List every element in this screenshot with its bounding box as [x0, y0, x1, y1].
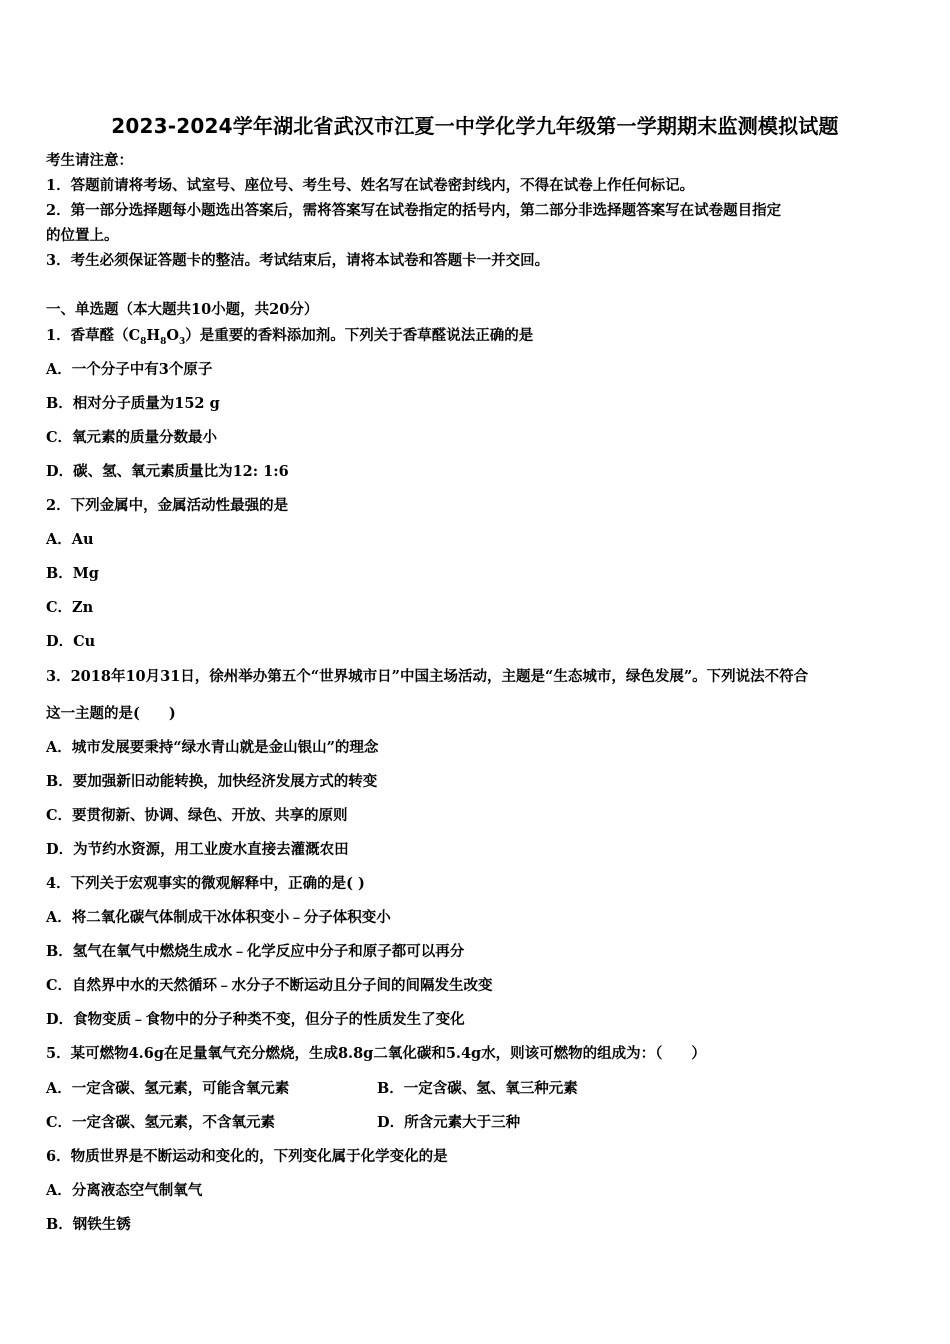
- notice-item-2-cont: 的位置上。: [46, 227, 119, 244]
- q4-option-c: C．自然界中水的天然循环﹣水分子不断运动且分子间的间隔发生改变: [46, 977, 493, 994]
- q1-option-a: A．一个分子中有3个原子: [46, 361, 213, 378]
- notice-item-1: 1．答题前请将考场、试室号、座位号、考生号、姓名写在试卷密封线内，不得在试卷上作任何标记。: [46, 177, 695, 194]
- q3-option-b: B．要加强新旧动能转换，加快经济发展方式的转变: [46, 773, 378, 790]
- q4-option-b: B．氢气在氧气中燃烧生成水﹣化学反应中分子和原子都可以再分: [46, 943, 465, 960]
- question-1-stem: 1．香草醛$(C_8H_8O_3)$是重要的香料添加剂。下列关于香草醛说法正确的是: [46, 327, 534, 347]
- q1-option-d: D．碳、氢、氧元素质量比为12: 1:6: [46, 463, 289, 480]
- section-heading: 一、单选题（本大题共10小题，共20分）: [46, 301, 319, 318]
- notice-heading: 考生请注意：: [46, 152, 133, 169]
- exam-title: 2023-2024学年湖北省武汉市江夏一中学化学九年级第一学期期末监测模拟试题: [111, 114, 839, 138]
- notice-item-3: 3．考生必须保证答题卡的整洁。考试结束后，请将本试卷和答题卡一并交回。: [46, 252, 550, 269]
- question-3-stem-cont: 这一主题的是( ): [46, 705, 176, 722]
- notice-item-2: 2．第一部分选择题每小题选出答案后，需将答案写在试卷指定的括号内，第二部分非选择题答案写在试卷题目指定: [46, 202, 782, 219]
- q1-option-c: C．氧元素的质量分数最小: [46, 429, 218, 446]
- q2-option-b: B．Mg: [46, 565, 99, 582]
- question-6-stem: 6．物质世界是不断运动和变化的，下列变化属于化学变化的是: [46, 1148, 448, 1165]
- q5-option-a: A．一定含碳、氢元素，可能含氧元素: [46, 1080, 290, 1097]
- q3-option-a: A．城市发展要秉持“绿水青山就是金山银山”的理念: [46, 739, 379, 756]
- question-5-stem: 5．某可燃物4.6g在足量氧气充分燃烧，生成8.8g二氧化碳和5.4g水，则该可燃物的组成为：（ ）: [46, 1045, 706, 1062]
- q2-option-d: D．Cu: [46, 633, 96, 650]
- q4-option-d: D．食物变质﹣食物中的分子种类不变，但分子的性质发生了变化: [46, 1011, 465, 1028]
- q5-option-d: D．所含元素大于三种: [377, 1114, 521, 1131]
- question-4-stem: 4．下列关于宏观事实的微观解释中，正确的是( ): [46, 875, 365, 892]
- question-2-stem: 2．下列金属中，金属活动性最强的是: [46, 497, 289, 514]
- q2-option-c: C．Zn: [46, 599, 94, 616]
- q1-option-b: B．相对分子质量为152 g: [46, 395, 220, 412]
- q5-option-c: C．一定含碳、氢元素，不含氧元素: [46, 1114, 276, 1131]
- q5-option-b: B．一定含碳、氢、氧三种元素: [377, 1080, 578, 1097]
- question-3-stem: 3．2018年10月31日，徐州举办第五个“世界城市日”中国主场活动，主题是“生态城市，绿色发展”。下列说法不符合: [46, 668, 809, 685]
- q3-option-c: C．要贯彻新、协调、绿色、开放、共享的原则: [46, 807, 348, 824]
- q2-option-a: A．Au: [46, 531, 94, 548]
- q6-option-a: A．分离液态空气制氧气: [46, 1182, 203, 1199]
- q4-option-a: A．将二氧化碳气体制成干冰体积变小﹣分子体积变小: [46, 909, 391, 926]
- q3-option-d: D．为节约水资源，用工业废水直接去灌溉农田: [46, 841, 349, 858]
- q6-option-b: B．钢铁生锈: [46, 1216, 131, 1233]
